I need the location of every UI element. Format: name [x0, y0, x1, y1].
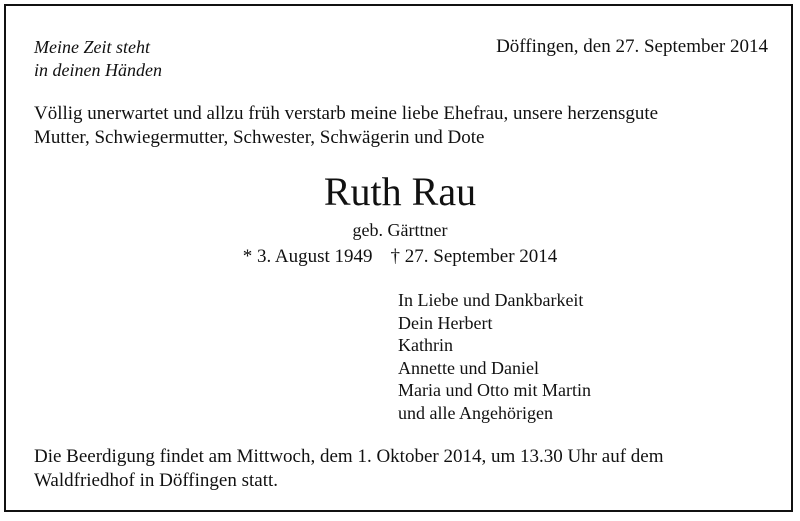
mourners-list	[398, 289, 591, 425]
motto	[34, 36, 162, 82]
mourner-line: und alle Angehörigen	[398, 402, 553, 423]
mourner-line: Kathrin	[398, 335, 453, 356]
mourner-line: In Liebe und Dankbarkeit	[398, 290, 584, 310]
intro-line: Völlig unerwartet und allzu früh verstarb meine liebe Ehefrau, unsere herzensgute	[34, 103, 659, 124]
intro-text	[34, 102, 658, 150]
mourner-line: Annette und Daniel	[398, 357, 539, 378]
life-dates	[0, 245, 800, 269]
motto-line: Meine Zeit steht	[34, 37, 150, 57]
maiden-name: geb. Gärttner	[352, 220, 448, 240]
funeral-line: Die Beerdigung findet am Mittwoch, dem 1. Oktober 2014, um 13.30 Uhr auf dem	[34, 446, 664, 467]
birth-date: * 3. August 1949	[242, 246, 373, 267]
place-date: Döffingen, den 27. September 2014	[496, 36, 768, 57]
funeral-info	[34, 445, 664, 493]
death-date: † 27. September 2014	[390, 246, 558, 267]
mourner-line: Dein Herbert	[398, 312, 493, 333]
funeral-line: Waldfriedhof in Döffingen statt.	[34, 470, 279, 491]
motto-line: in deinen Händen	[34, 60, 162, 80]
mourner-line: Maria und Otto mit Martin	[398, 380, 591, 401]
intro-line: Mutter, Schwiegermutter, Schwester, Schwägerin und Dote	[34, 127, 485, 148]
deceased-name: Ruth Rau	[323, 169, 477, 214]
